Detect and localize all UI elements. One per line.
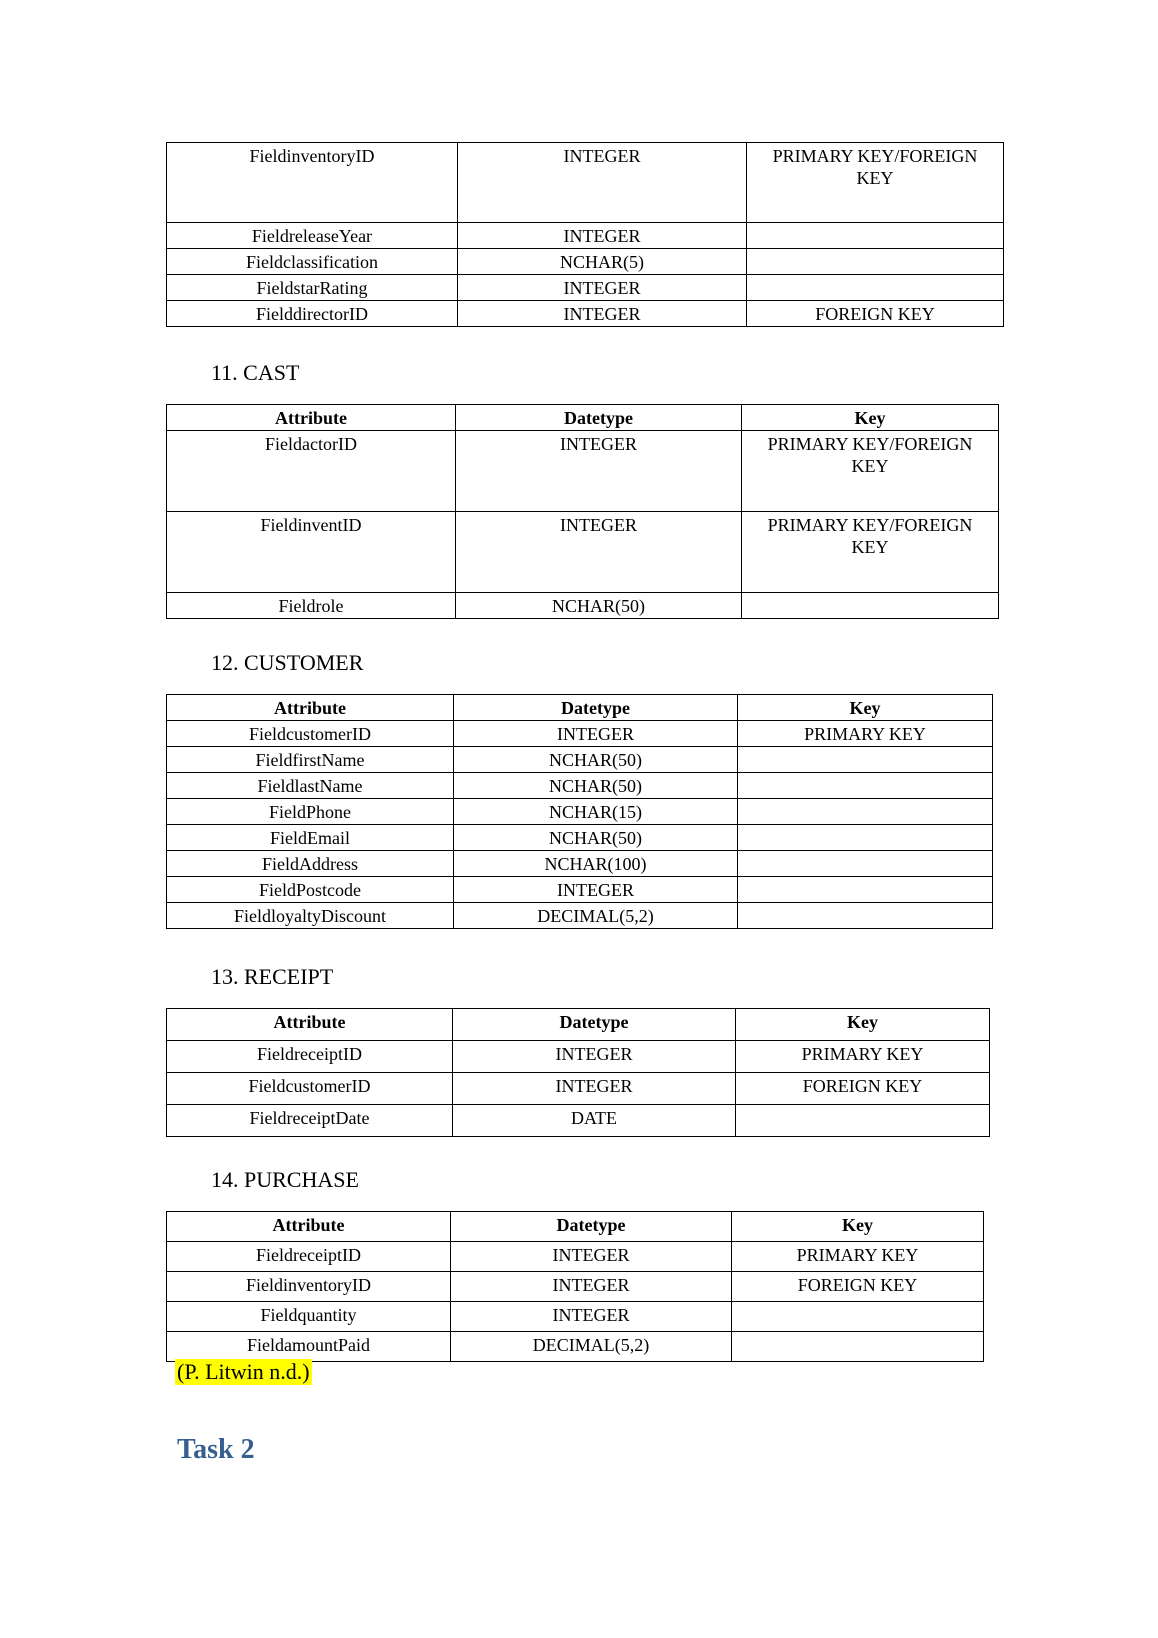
table-row — [167, 1105, 990, 1137]
table-row — [167, 721, 993, 747]
key-cell — [742, 593, 999, 619]
key-cell: FOREIGN KEY — [732, 1272, 984, 1302]
table-row — [167, 1041, 990, 1073]
datatype-cell: INTEGER — [454, 721, 738, 747]
table-row — [167, 825, 993, 851]
attribute-cell: FieldEmail — [167, 825, 454, 851]
table-row — [167, 1242, 984, 1272]
datatype-header: Datetype — [454, 695, 738, 721]
key-cell: PRIMARY KEY/FOREIGN KEY — [742, 431, 999, 512]
datatype-header: Datetype — [453, 1009, 736, 1041]
table-row — [167, 301, 1004, 327]
attribute-cell: FieldreleaseYear — [167, 223, 458, 249]
datatype-cell: INTEGER — [451, 1302, 732, 1332]
table-row — [167, 275, 1004, 301]
datatype-cell: INTEGER — [458, 143, 747, 223]
key-header: Key — [742, 405, 999, 431]
attribute-cell: Fieldclassification — [167, 249, 458, 275]
key-cell — [738, 877, 993, 903]
key-header: Key — [738, 695, 993, 721]
table-row — [167, 143, 1004, 223]
attribute-cell: FieldcustomerID — [167, 721, 454, 747]
header-row — [167, 695, 993, 721]
receipt-table — [166, 1008, 990, 1137]
table-row — [167, 851, 993, 877]
attribute-cell: Fieldquantity — [167, 1302, 451, 1332]
datatype-cell: DATE — [453, 1105, 736, 1137]
datatype-cell: NCHAR(50) — [456, 593, 742, 619]
key-cell: PRIMARY KEY — [732, 1242, 984, 1272]
receipt-heading: 13. RECEIPT — [211, 964, 334, 989]
key-cell — [738, 903, 993, 929]
datatype-cell: NCHAR(15) — [454, 799, 738, 825]
datatype-cell: DECIMAL(5,2) — [451, 1332, 732, 1362]
key-cell: PRIMARY KEY — [738, 721, 993, 747]
purchase-heading: 14. PURCHASE — [211, 1167, 359, 1192]
key-cell: FOREIGN KEY — [747, 301, 1004, 327]
table-row — [167, 1073, 990, 1105]
attribute-header: Attribute — [167, 1212, 451, 1242]
inventory-table-continued — [166, 142, 1004, 327]
datatype-cell: INTEGER — [456, 431, 742, 512]
table-row — [167, 877, 993, 903]
attribute-cell: FieldlastName — [167, 773, 454, 799]
attribute-cell: FieldreceiptID — [167, 1041, 453, 1073]
table-row — [167, 903, 993, 929]
table-row — [167, 512, 999, 593]
key-cell — [747, 275, 1004, 301]
attribute-cell: FieldAddress — [167, 851, 454, 877]
table-row — [167, 1272, 984, 1302]
key-cell — [736, 1105, 990, 1137]
attribute-cell: FieldloyaltyDiscount — [167, 903, 454, 929]
datatype-cell: INTEGER — [451, 1272, 732, 1302]
datatype-cell: NCHAR(100) — [454, 851, 738, 877]
table-row — [167, 593, 999, 619]
header-row — [167, 1212, 984, 1242]
cast-table — [166, 404, 999, 619]
datatype-cell: INTEGER — [454, 877, 738, 903]
table-row — [167, 249, 1004, 275]
datatype-cell: NCHAR(50) — [454, 747, 738, 773]
key-cell — [738, 851, 993, 877]
customer-table — [166, 694, 993, 929]
key-header: Key — [732, 1212, 984, 1242]
attribute-cell: FieldPostcode — [167, 877, 454, 903]
attribute-cell: FieldPhone — [167, 799, 454, 825]
attribute-header: Attribute — [167, 1009, 453, 1041]
key-cell — [732, 1332, 984, 1362]
attribute-cell: Fieldrole — [167, 593, 456, 619]
datatype-cell: INTEGER — [453, 1073, 736, 1105]
key-cell: PRIMARY KEY/FOREIGN KEY — [742, 512, 999, 593]
key-cell — [747, 223, 1004, 249]
customer-heading: 12. CUSTOMER — [211, 650, 364, 675]
key-header: Key — [736, 1009, 990, 1041]
datatype-cell: INTEGER — [458, 223, 747, 249]
key-cell — [738, 825, 993, 851]
datatype-cell: INTEGER — [453, 1041, 736, 1073]
task-heading: Task 2 — [177, 1434, 255, 1465]
citation-highlighted: (P. Litwin n.d.) — [177, 1359, 310, 1384]
datatype-cell: INTEGER — [458, 275, 747, 301]
datatype-cell: DECIMAL(5,2) — [454, 903, 738, 929]
attribute-cell: FieldinventID — [167, 512, 456, 593]
datatype-cell: INTEGER — [458, 301, 747, 327]
attribute-cell: FieldinventoryID — [167, 1272, 451, 1302]
datatype-cell: INTEGER — [451, 1242, 732, 1272]
key-cell: PRIMARY KEY — [736, 1041, 990, 1073]
datatype-cell: NCHAR(50) — [454, 773, 738, 799]
header-row — [167, 1009, 990, 1041]
attribute-header: Attribute — [167, 695, 454, 721]
table-row — [167, 1302, 984, 1332]
datatype-header: Datetype — [456, 405, 742, 431]
key-cell: PRIMARY KEY/FOREIGN KEY — [747, 143, 1004, 223]
table-row — [167, 223, 1004, 249]
table-row — [167, 1332, 984, 1362]
attribute-header: Attribute — [167, 405, 456, 431]
datatype-header: Datetype — [451, 1212, 732, 1242]
header-row — [167, 405, 999, 431]
purchase-table — [166, 1211, 984, 1362]
attribute-cell: FieldreceiptID — [167, 1242, 451, 1272]
table-row — [167, 747, 993, 773]
key-cell — [747, 249, 1004, 275]
key-cell: FOREIGN KEY — [736, 1073, 990, 1105]
key-cell — [732, 1302, 984, 1332]
attribute-cell: FielddirectorID — [167, 301, 458, 327]
attribute-cell: FieldcustomerID — [167, 1073, 453, 1105]
attribute-cell: FieldactorID — [167, 431, 456, 512]
attribute-cell: FieldamountPaid — [167, 1332, 451, 1362]
table-row — [167, 799, 993, 825]
table-row — [167, 431, 999, 512]
datatype-cell: INTEGER — [456, 512, 742, 593]
attribute-cell: FieldinventoryID — [167, 143, 458, 223]
attribute-cell: FieldreceiptDate — [167, 1105, 453, 1137]
key-cell — [738, 799, 993, 825]
key-cell — [738, 747, 993, 773]
table-row — [167, 773, 993, 799]
datatype-cell: NCHAR(5) — [458, 249, 747, 275]
attribute-cell: FieldstarRating — [167, 275, 458, 301]
datatype-cell: NCHAR(50) — [454, 825, 738, 851]
cast-heading: 11. CAST — [211, 360, 300, 385]
attribute-cell: FieldfirstName — [167, 747, 454, 773]
key-cell — [738, 773, 993, 799]
